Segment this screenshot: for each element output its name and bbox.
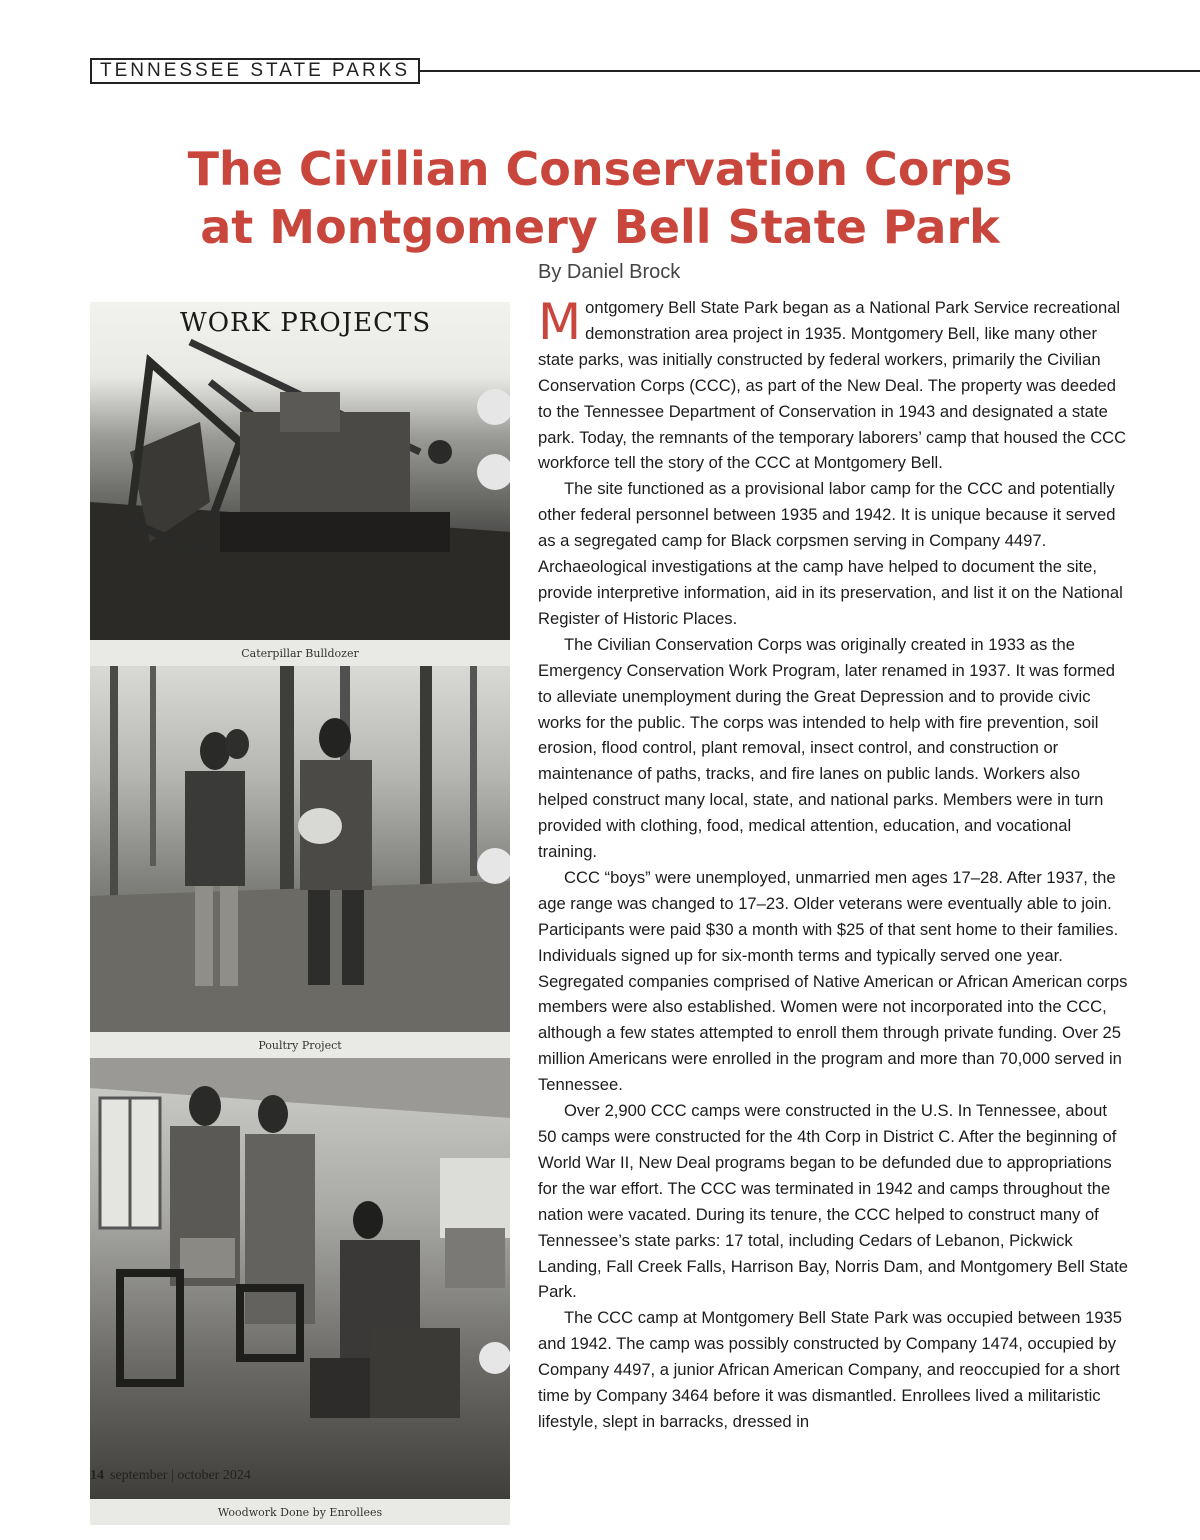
photo-column xyxy=(90,302,510,1525)
page-number: 14 xyxy=(90,1468,104,1483)
paragraph-3: The Civilian Conservation Corps was originally created in 1933 as the Emergency Conservation Work Program, later renamed in 1937. It was formed to alleviate unemployment during the Great Depression and to provide civic works for the public. The corps was intended to help with fire prevention, soil erosion, flood control, plant removal, insect control, and construction or maintenance of paths, tracks, and fire lanes on public lands. Workers also helped construct many local, state, and national parks. Members were in turn provided with clothing, food, medical attention, education, and vocational training. xyxy=(538,634,1116,862)
section-label: TENNESSEE STATE PARKS xyxy=(90,58,420,84)
article-title-line-2: at Montgomery Bell State Park xyxy=(200,200,1000,254)
issue-date: september | october 2024 xyxy=(110,1468,251,1483)
photo-poultry-block xyxy=(90,666,510,1058)
drop-cap: M xyxy=(538,293,582,351)
section-header xyxy=(90,58,1200,84)
article-title-line-1: The Civilian Conservation Corps xyxy=(187,142,1013,196)
paragraph-5: Over 2,900 CCC camps were constructed in the U.S. In Tennessee, about 50 camps were constructed for the 4th Corp in District C. After the beginning of World War II, New Deal programs began to be defunded due to appropriations for the war effort. The CCC was terminated in 1942 and camps throughout the nation were vacated. During its tenure, the CCC helped to construct many of Tennessee’s state parks: 17 total, including Cedars of Lebanon, Pickwick Landing, Fall Creek Falls, Harrison Bay, Norris Dam, and Montgomery Bell State Park. xyxy=(538,1101,1128,1302)
photo-woodwork xyxy=(90,1058,510,1499)
photo-heading: WORK PROJECTS xyxy=(180,308,432,338)
header-rule xyxy=(420,70,1200,72)
paragraph-4: CCC “boys” were unemployed, unmarried men ages 17–28. After 1937, the age range was changed to 17–23. Older veterans were eventually able to join. Participants were paid $30 a month with $25 of that sent home to their families. Individuals signed up for six-month terms and typically served one year. Segregated companies comprised of Native American or African American corps members were also established. Women were not incorporated into the CCC, although a few states attempted to enroll them through private funding. Over 25 million Americans were enrolled in the program and more than 70,000 served in Tennessee. xyxy=(538,867,1128,1095)
photo-bulldozer xyxy=(90,302,510,640)
bulldozer-illustration xyxy=(90,302,510,640)
woodwork-illustration xyxy=(90,1058,510,1499)
photo-woodwork-block xyxy=(90,1058,510,1525)
photo-poultry xyxy=(90,666,510,1032)
photo-caption-bulldozer: Caterpillar Bulldozer xyxy=(90,640,510,666)
paragraph-1-text: ontgomery Bell State Park began as a National Park Service recreational demonstration area project in 1935. Montgomery Bell, like many other state parks, was initially constructed by federal workers, primarily the Civilian Conservation Corps (CCC), as part of the New Deal. The property was deeded to the Tennessee Department of Conservation in 1943 and designated a state park. Today, the remnants of the temporary laborers’ camp that housed the CCC workforce tell the story of the CCC at Montgomery Bell. xyxy=(538,298,1127,473)
poultry-illustration xyxy=(90,666,510,1032)
photo-bulldozer-block xyxy=(90,302,510,666)
paragraph-1 xyxy=(538,295,1130,476)
article-body xyxy=(538,295,1130,1435)
article-title xyxy=(0,140,1200,256)
photo-caption-poultry: Poultry Project xyxy=(90,1032,510,1058)
page-footer xyxy=(90,1468,251,1484)
paragraph-2: The site functioned as a provisional labor camp for the CCC and potentially other federal personnel between 1935 and 1942. It is unique because it served as a segregated camp for Black corpsmen serving in Company 4497. Archaeological investigations at the camp have helped to document the site, provide interpretive information, aid in its preservation, and list it on the National Register of Historic Places. xyxy=(538,479,1123,628)
photo-caption-woodwork: Woodwork Done by Enrollees xyxy=(90,1499,510,1525)
byline: By Daniel Brock xyxy=(538,261,681,283)
paragraph-6: The CCC camp at Montgomery Bell State Park was occupied between 1935 and 1942. The camp was possibly constructed by Company 1474, occupied by Company 4497, a junior African American Company, and reoccupied for a short time by Company 3464 before it was dismantled. Enrollees lived a militaristic lifestyle, slept in barracks, dressed in xyxy=(538,1308,1123,1431)
